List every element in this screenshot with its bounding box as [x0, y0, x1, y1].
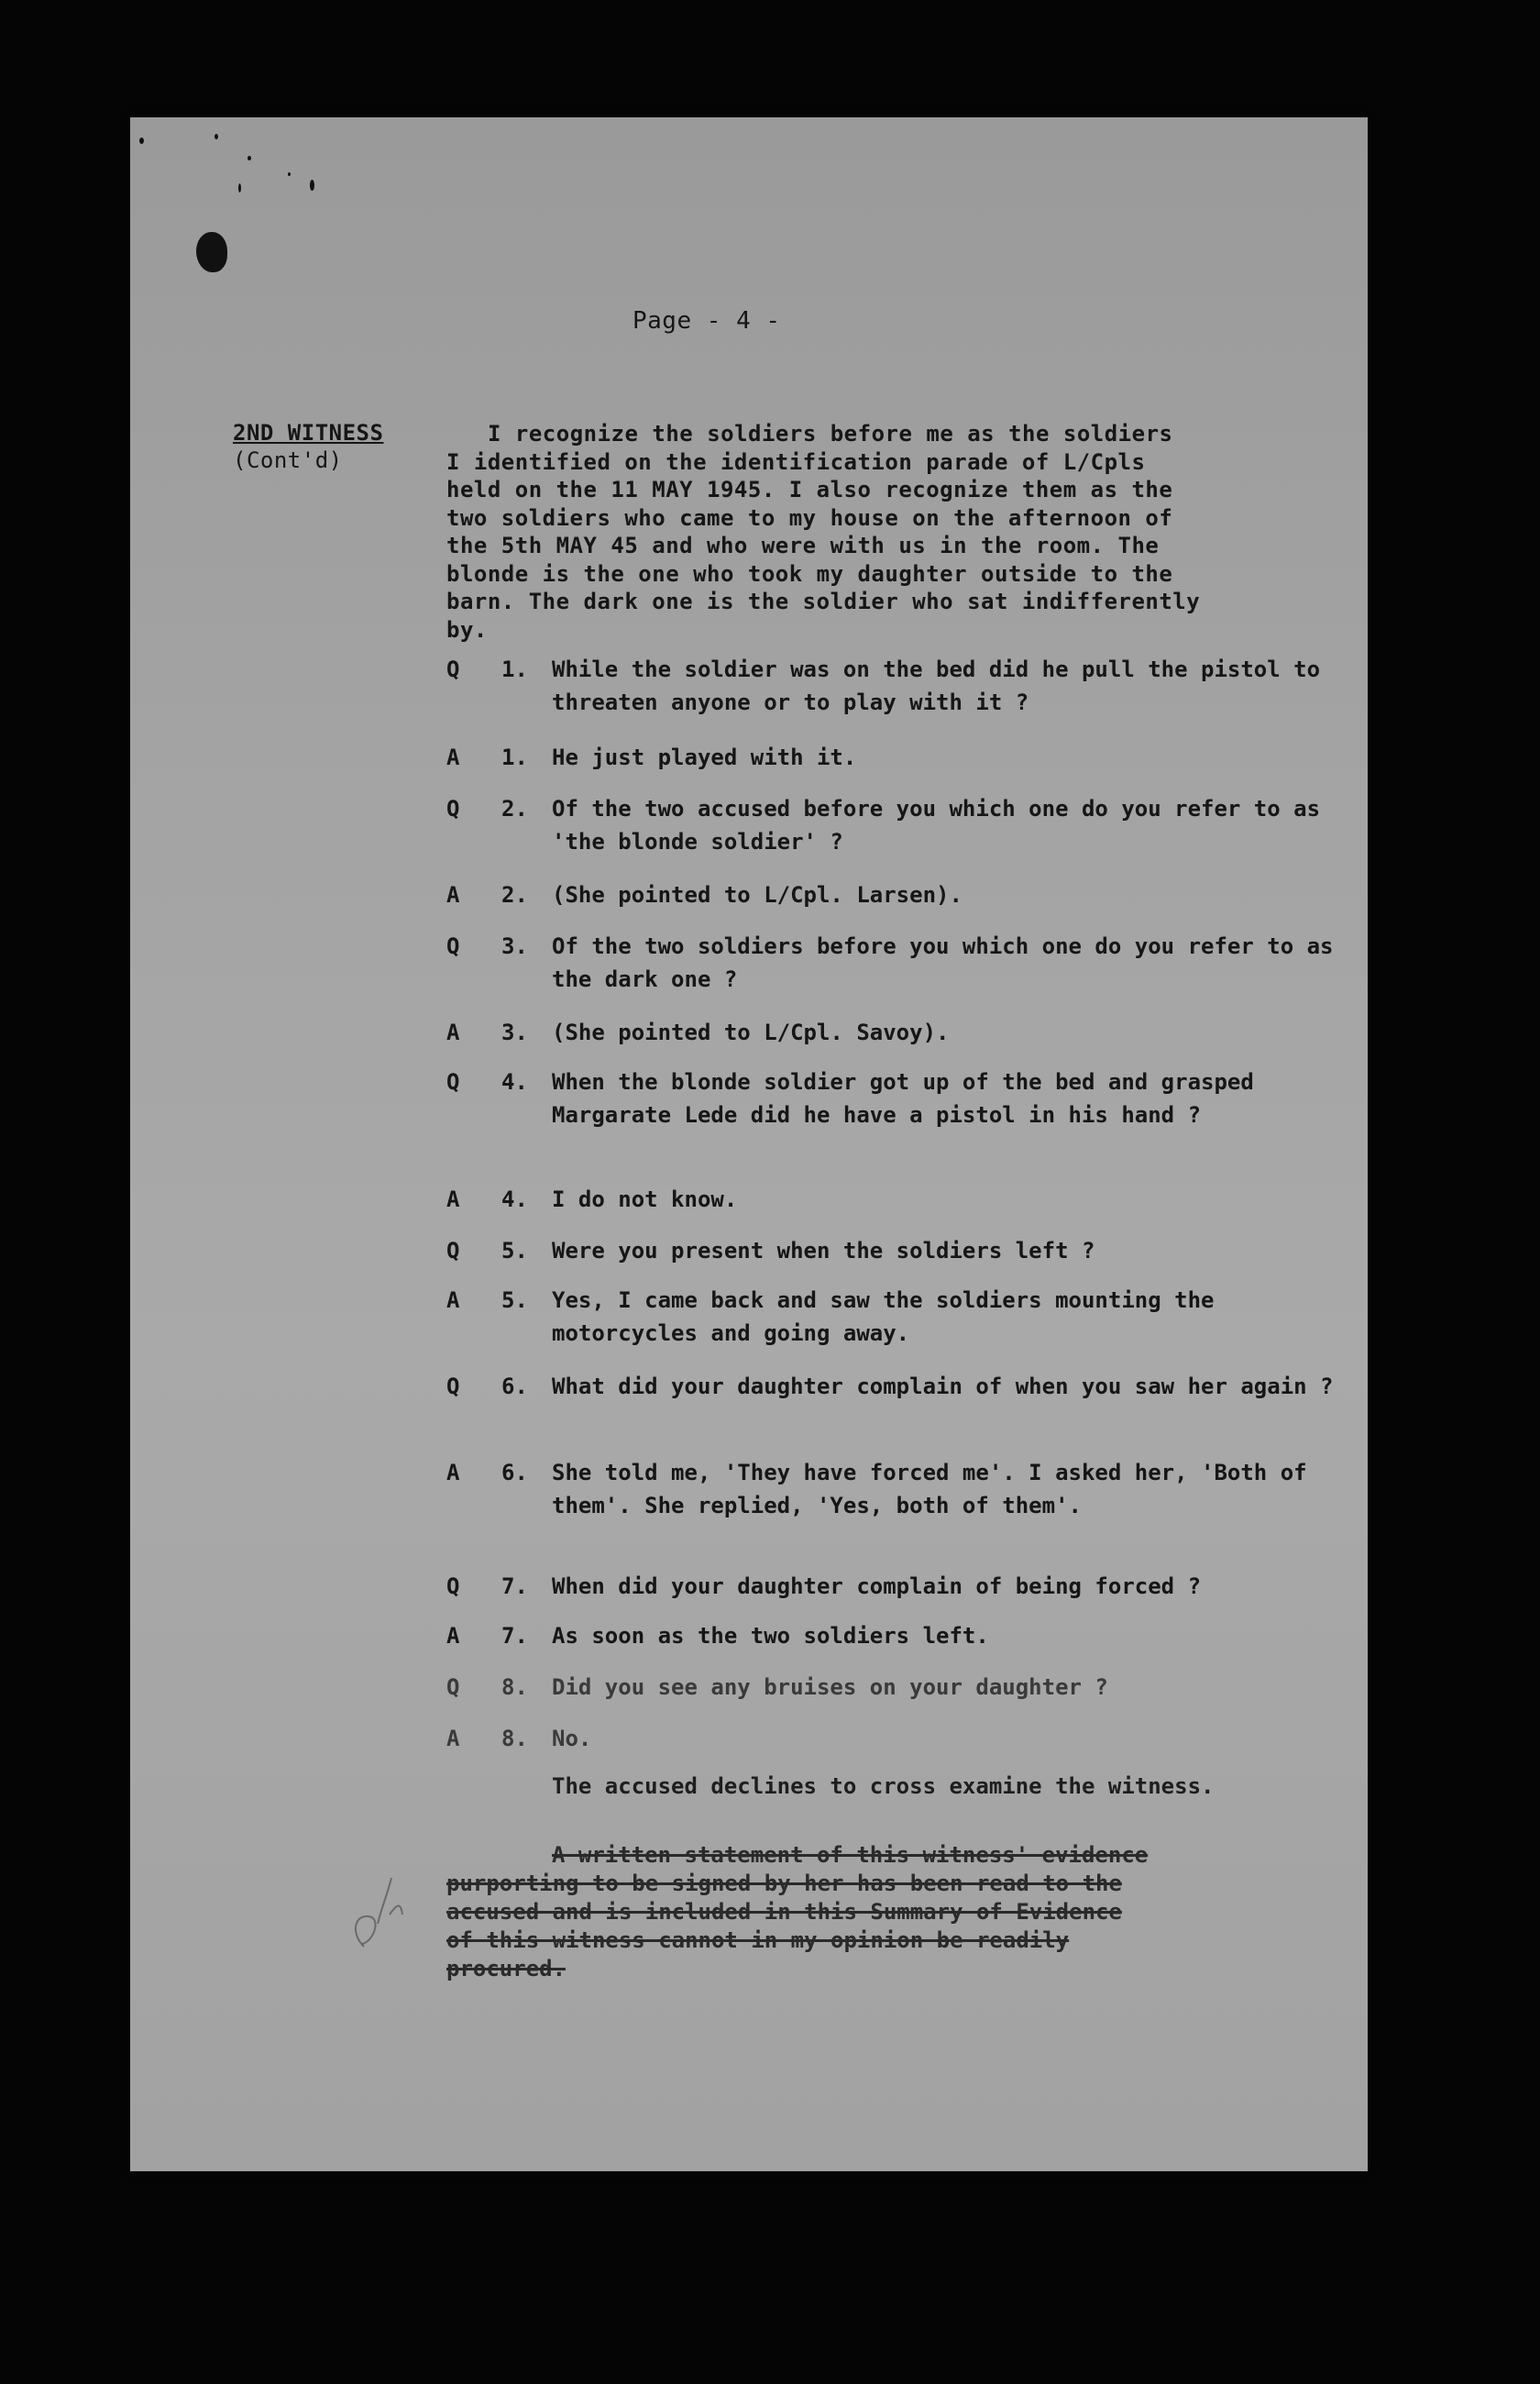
- question-2: [446, 792, 1363, 858]
- statement-line: I identified on the identification parade of L/Cpls: [446, 448, 1146, 475]
- margin-initials-mark: [346, 1860, 410, 1960]
- page-number: Page - 4 -: [632, 307, 781, 335]
- qa-letter: Q: [446, 1674, 460, 1700]
- speck: [139, 138, 144, 144]
- struck-line: A written statement of this witness' evidence: [552, 1842, 1149, 1868]
- qa-text: He just played with it.: [552, 745, 857, 770]
- qa-number: 4.: [501, 1186, 528, 1212]
- qa-number: 1.: [501, 657, 528, 682]
- qa-letter: A: [446, 882, 460, 908]
- qa-number: 7.: [501, 1623, 528, 1649]
- question-6: [446, 1370, 1363, 1436]
- cross-examination-note: The accused declines to cross examine the witness.: [552, 1773, 1215, 1799]
- question-1: [446, 653, 1363, 719]
- speck: [310, 180, 314, 191]
- witness-heading: 2ND WITNESS: [233, 420, 384, 446]
- qa-letter: Q: [446, 1238, 460, 1264]
- struck-line: of this witness cannot in my opinion be readily: [446, 1927, 1070, 1953]
- qa-number: 5.: [501, 1238, 528, 1264]
- struck-line: purporting to be signed by her has been read to the: [446, 1871, 1122, 1896]
- qa-letter: A: [446, 745, 460, 770]
- qa-letter: A: [446, 1460, 460, 1485]
- qa-letter: A: [446, 1020, 460, 1045]
- qa-letter: Q: [446, 796, 460, 822]
- qa-letter: Q: [446, 1069, 460, 1095]
- witness-statement: [446, 420, 1336, 644]
- qa-number: 4.: [501, 1069, 528, 1095]
- qa-text: I do not know.: [552, 1186, 738, 1212]
- answer-3: [446, 1016, 1363, 1049]
- qa-text: She told me, 'They have forced me'. I asked her, 'Both of them'. She replied, 'Yes, both of them'.: [552, 1460, 1307, 1518]
- qa-number: 1.: [501, 745, 528, 770]
- document-page: [130, 117, 1368, 2171]
- speck: [288, 172, 291, 176]
- struck-line: accused and is included in this Summary of Evidence: [446, 1899, 1122, 1925]
- qa-number: 6.: [501, 1374, 528, 1399]
- qa-text: As soon as the two soldiers left.: [552, 1623, 989, 1649]
- qa-letter: A: [446, 1287, 460, 1313]
- qa-number: 3.: [501, 1020, 528, 1045]
- answer-1: [446, 741, 1363, 774]
- question-8: [446, 1671, 1363, 1704]
- struck-out-paragraph: [446, 1841, 1372, 1983]
- statement-line: barn. The dark one is the soldier who sat indifferently: [446, 589, 1201, 614]
- qa-number: 2.: [501, 882, 528, 908]
- qa-letter: Q: [446, 1374, 460, 1399]
- qa-text: Did you see any bruises on your daughter ?: [552, 1674, 1108, 1700]
- qa-letter: Q: [446, 657, 460, 682]
- statement-line: I recognize the soldiers before me as the soldiers: [488, 421, 1173, 447]
- witness-continued: (Cont'd): [233, 447, 343, 473]
- qa-letter: Q: [446, 933, 460, 959]
- struck-line: procured.: [446, 1956, 566, 1981]
- statement-line: blonde is the one who took my daughter outside to the: [446, 560, 1173, 587]
- question-5: [446, 1234, 1363, 1267]
- qa-text: What did your daughter complain of when you saw her again ?: [552, 1374, 1334, 1399]
- statement-line: held on the 11 MAY 1945. I also recognize them as the: [446, 477, 1173, 502]
- answer-2: [446, 878, 1363, 911]
- qa-text: Of the two soldiers before you which one do you refer to as the dark one ?: [552, 933, 1334, 992]
- qa-text: (She pointed to L/Cpl. Larsen).: [552, 882, 962, 908]
- qa-number: 6.: [501, 1460, 528, 1485]
- qa-letter: A: [446, 1726, 460, 1751]
- qa-text: Of the two accused before you which one do you refer to as 'the blonde soldier' ?: [552, 796, 1321, 855]
- qa-letter: A: [446, 1623, 460, 1649]
- answer-5: [446, 1284, 1363, 1350]
- qa-number: 2.: [501, 796, 528, 822]
- qa-letter: Q: [446, 1573, 460, 1599]
- qa-text: While the soldier was on the bed did he pull the pistol to threaten anyone or to play with it ?: [552, 657, 1321, 715]
- speck: [238, 183, 241, 193]
- qa-number: 5.: [501, 1287, 528, 1313]
- qa-text: Were you present when the soldiers left ?: [552, 1238, 1095, 1264]
- speck: [248, 156, 251, 160]
- statement-line: two soldiers who came to my house on the afternoon of: [446, 504, 1173, 531]
- statement-line: the 5th MAY 45 and who were with us in the room. The: [446, 533, 1160, 558]
- qa-text: When the blonde soldier got up of the bed and grasped Margarate Lede did he have a pistol in his hand ?: [552, 1069, 1254, 1128]
- qa-text: When did your daughter complain of being forced ?: [552, 1573, 1202, 1599]
- qa-number: 3.: [501, 933, 528, 959]
- qa-number: 7.: [501, 1573, 528, 1599]
- statement-line: by.: [446, 616, 488, 643]
- qa-letter: A: [446, 1186, 460, 1212]
- question-3: [446, 930, 1363, 996]
- qa-number: 8.: [501, 1674, 528, 1700]
- answer-6: [446, 1456, 1363, 1555]
- ink-blot: [196, 232, 227, 272]
- qa-text: No.: [552, 1726, 592, 1751]
- answer-8: [446, 1722, 1363, 1755]
- qa-text: Yes, I came back and saw the soldiers mounting the motorcycles and going away.: [552, 1287, 1215, 1346]
- question-4: [446, 1065, 1363, 1164]
- speck: [214, 134, 218, 139]
- qa-number: 8.: [501, 1726, 528, 1751]
- qa-text: (She pointed to L/Cpl. Savoy).: [552, 1020, 950, 1045]
- answer-4: [446, 1183, 1363, 1216]
- answer-7: [446, 1619, 1363, 1652]
- question-7: [446, 1570, 1363, 1603]
